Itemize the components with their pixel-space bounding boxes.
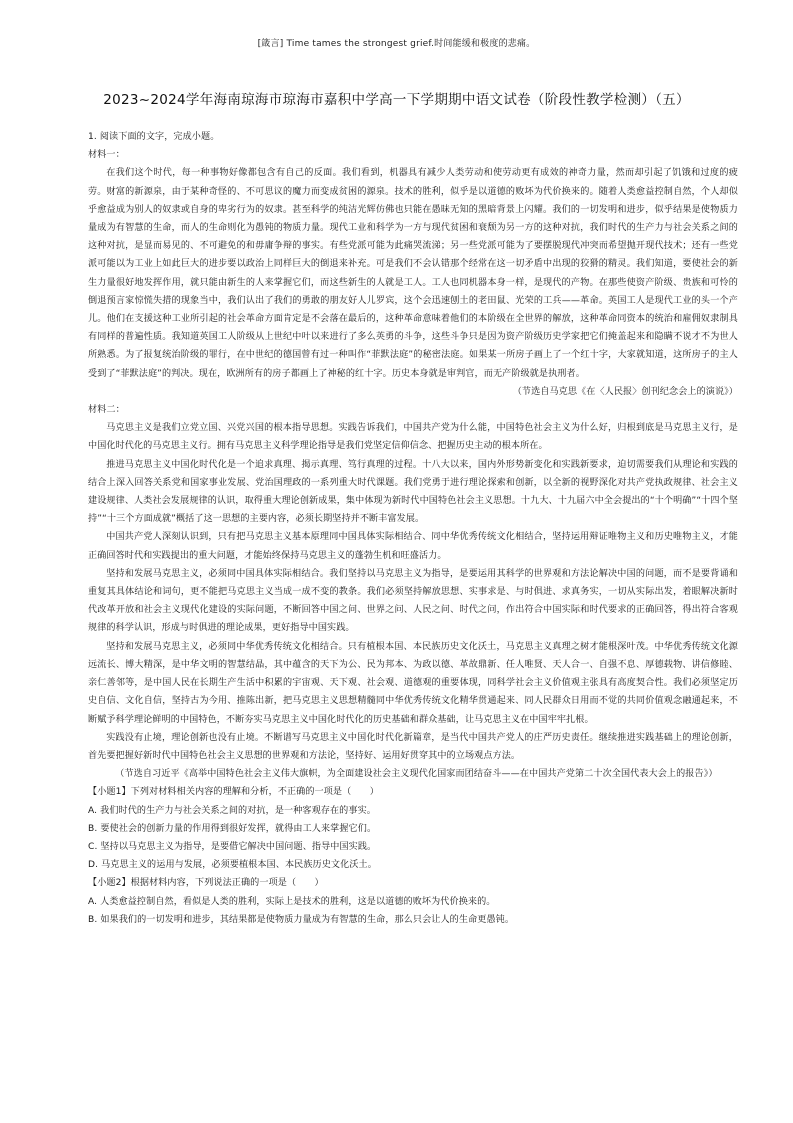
exam-content bbox=[88, 128, 738, 929]
question-intro: 1. 阅读下面的文字，完成小题。 bbox=[88, 132, 220, 142]
material2-paragraph-2: 推进马克思主义中国化时代化是一个追求真理、揭示真理、笃行真理的过程。十八大以来，国内外形势新变化和实践新要求，迫切需要我们从理论和实践的结合上深入回答关系党和国家事业发展、党治国理政的一系列重大时代课题。我们党勇于进行理论探索和创新，以全新的视野深化对共产党执政规律、社会主义建设规律、人类社会发展规律的认识，取得重大理论创新成果，集中体现为新时代中国特色社会主义思想。十九大、十九届六中全会提出的“十个明确”“十四个坚持”“十三个方面成就”概括了这一思想的主要内容，必须长期坚持并不断丰富发展。 bbox=[88, 459, 738, 525]
material2-paragraph-5: 坚持和发展马克思主义，必须同中华优秀传统文化相结合。只有植根本国、本民族历史文化沃土，马克思主义真理之树才能根深叶茂。中华优秀传统文化源远流长、博大精深，是中华文明的智慧结晶，其中蕴含的天下为公、民为邦本、为政以德、革故鼎新、任人唯贤、天人合一、自强不息、厚德载物、讲信修睦、亲仁善邻等，是中国人民在长期生产生活中积累的宇宙观、天下观、社会观、道德观的重要体现，同科学社会主义价值观主张具有高度契合性。我们必须坚定历史自信、文化自信，坚持古为今用、推陈出新，把马克思主义思想精髓同中华优秀传统文化精华贯通起来、同人民群众日用而不觉的共同价值观念融通起来，不断赋予科学理论鲜明的中国特色，不断夯实马克思主义中国化时代化的历史基础和群众基础，让马克思主义在中国牢牢扎根。 bbox=[88, 641, 738, 725]
header-watermark: [箴言] Time tames the strongest grief.时间能缓和极度的悲痛。 bbox=[257, 39, 536, 49]
question-1-stem: 【小题1】下列对材料相关内容的理解和分析，不正确的一项是（ ） bbox=[88, 787, 379, 798]
material2-paragraph-4: 坚持和发展马克思主义，必须同中国具体实际相结合。我们坚持以马克思主义为指导，是要运用其科学的世界观和方法论解决中国的问题，而不是要背诵和重复其具体结论和词句，更不能把马克思主义当成一成不变的教条。我们必须坚持解放思想、实事求是、与时俱进、求真务实，一切从实际出发，着眼解决新时代改革开放和社会主义现代化建设的实际问题，不断回答中国之问、世界之问、人民之问、时代之问，作出符合中国实际和时代要求的正确回答，得出符合客观规律的科学认识，形成与时俱进的理论成果，更好指导中国实践。 bbox=[88, 568, 738, 634]
material1-source: （节选自马克思《在〈人民报〉创刊纪念会上的演说》） bbox=[512, 386, 738, 397]
material2-source: （节选自习近平《高举中国特色社会主义伟大旗帜，为全面建设社会主义现代化国家而团结奋斗——在中国共产党第二十次全国代表大会上的报告》） bbox=[115, 769, 718, 780]
question-2-option-a: A. 人类愈益控制自然，看似是人类的胜利，实际上是技术的胜利，这是以道德的败坏为代价换来的。 bbox=[88, 896, 496, 907]
material2-paragraph-6: 实践没有止境，理论创新也没有止境。不断谱写马克思主义中国化时代化新篇章，是当代中国共产党人的庄严历史责任。继续推进实践基础上的理论创新，首先要把握好新时代中国特色社会主义思想的世界观和方法论，坚持好、运用好贯穿其中的立场观点方法。 bbox=[88, 732, 738, 761]
material2-paragraph-3: 中国共产党人深刻认识到，只有把马克思主义基本原理同中国具体实际相结合、同中华优秀传统文化相结合，坚持运用辩证唯物主义和历史唯物主义，才能正确回答时代和实践提出的重大问题，才能始终保持马克思主义的蓬勃生机和旺盛活力。 bbox=[88, 532, 738, 561]
question-1-option-c: C. 坚持以马克思主义为指导，是要借它解决中国问题、指导中国实践。 bbox=[88, 841, 377, 852]
material1-label: 材料一： bbox=[88, 150, 125, 161]
question-2-option-b: B. 如果我们的一切发明和进步，其结果都是使物质力量成为有智慧的生命，那么只会让人的生命更愚钝。 bbox=[88, 914, 515, 925]
material2-paragraph-1: 马克思主义是我们立党立国、兴党兴国的根本指导思想。实践告诉我们，中国共产党为什么能，中国特色社会主义为什么好，归根到底是马克思主义行，是中国化时代化的马克思主义行。拥有马克思主义科学理论指导是我们党坚定信仰信念、把握历史主动的根本所在。 bbox=[88, 423, 738, 452]
question-1-option-a: A. 我们时代的生产力与社会关系之间的对抗，是一种客观存在的事实。 bbox=[88, 805, 376, 816]
question-1-option-d: D. 马克思主义的运用与发展，必须要植根本国、本民族历史文化沃土。 bbox=[88, 860, 377, 871]
material2-label: 材料二： bbox=[88, 405, 125, 416]
question-1-option-b: B. 要使社会的创新力量的作用得到很好发挥，就得由工人来掌握它们。 bbox=[88, 823, 377, 834]
material1-paragraph: 在我们这个时代，每一种事物好像都包含有自己的反面。我们看到，机器具有减少人类劳动和使劳动更有成效的神奇力量，然而却引起了饥饿和过度的疲劳。财富的新源泉，由于某种奇怪的、不可思议的魔力而变成贫困的源泉。技术的胜利，似乎是以道德的败坏为代价换来的。随着人类愈益控制自然，个人却似乎愈益成为别人的奴隶或自身的卑劣行为的奴隶。甚至科学的纯洁光辉仿佛也只能在愚昧无知的黑暗背景上闪耀。我们的一切发明和进步，似乎结果是使物质力量成为有智慧的生命，而人的生命则化为愚钝的物质力量。现代工业和科学为一方与现代贫困和衰颓为另一方的这种对抗，我们时代的生产力与社会关系之间的这种对抗，是显而易见的、不可避免的和毋庸争辩的事实。有些党派可能为此痛哭流涕；另一些党派可能为了要摆脱现代冲突而希望抛开现代技术；还有一些党派可能以为工业上如此巨大的进步要以政治上同样巨大的倒退来补充。可是我们不会认错那个经常在这一切矛盾中出现的狡猾的精灵。我们知道，要使社会的新生力量很好地发挥作用，就只能由新生的人来掌握它们，而这些新生的人就是工人。工人也同机器本身一样，是现代的产物。在那些使资产阶级、贵族和可怜的倒退预言家惊慌失措的现象当中，我们认出了我们的勇敢的朋友好人儿罗宾，这个会迅速刨土的老田鼠、光荣的工兵——革命。英国工人是现代工业的头一个产儿。他们在支援这种工业所引起的社会革命方面肯定是不会落在最后的，这种革命意味着他们的本阶级在全世界的解放，这种革命同资本的统治和雇佣奴隶制具有同样的普遍性质。我知道英国工人阶级从上世纪中叶以来进行了多么英勇的斗争，这些斗争只是因为资产阶级历史学家把它们掩盖起来和隐瞒不说才不为世人所熟悉。为了报复统治阶级的罪行，在中世纪的德国曾有过一种叫作“菲默法庭”的秘密法庭。如果某一所房子画上了一个红十字，大家就知道，这所房子的主人受到了“菲默法庭”的判决。现在，欧洲所有的房子都画上了神秘的红十字。历史本身就是审判官，而无产阶级就是执刑者。 bbox=[88, 168, 738, 379]
question-2-stem: 【小题2】根据材料内容，下列说法正确的一项是（ ） bbox=[88, 878, 324, 889]
exam-title: 2023~2024学年海南琼海市琼海市嘉积中学高一下学期期中语文试卷（阶段性教学检测）（五） bbox=[103, 92, 690, 108]
